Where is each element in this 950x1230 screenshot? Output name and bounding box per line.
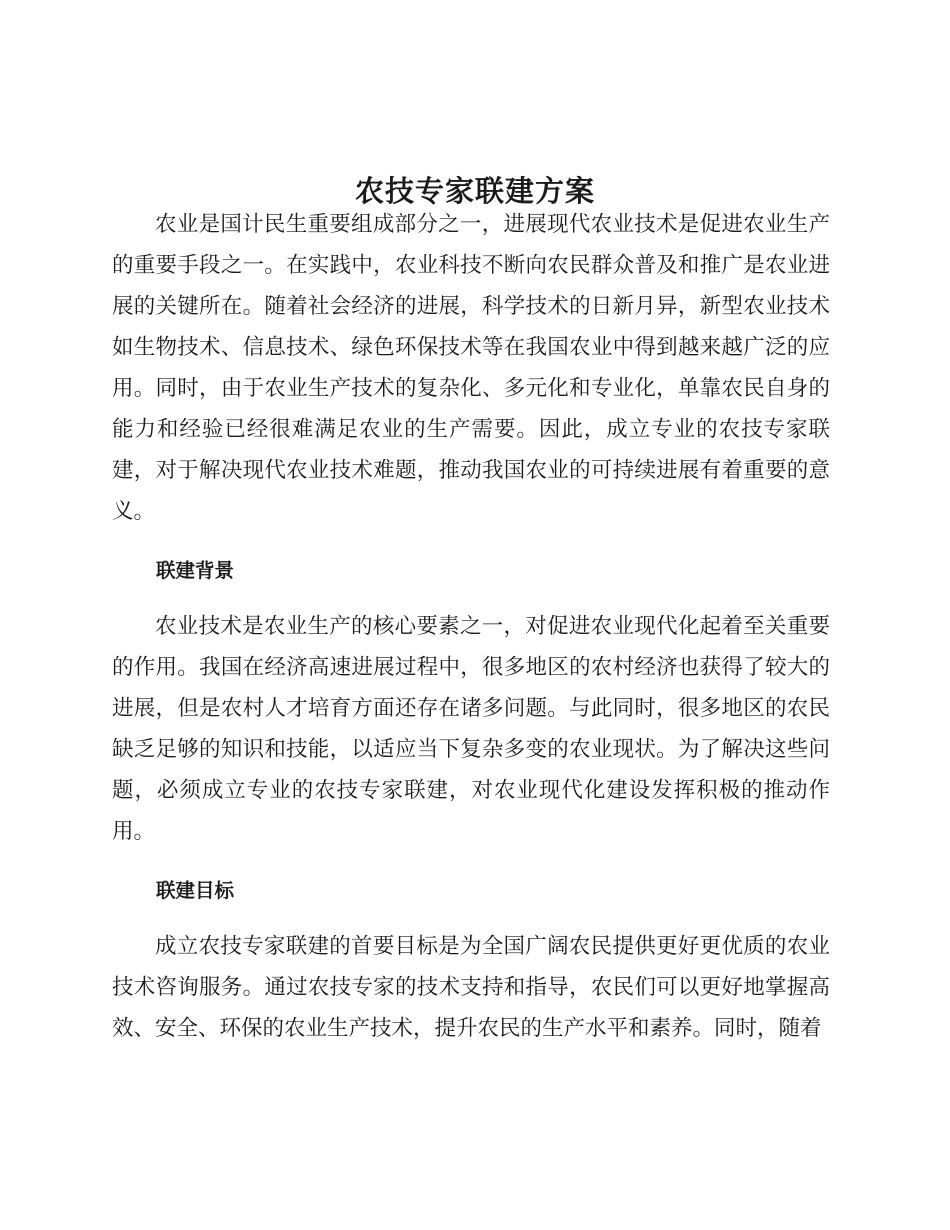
goals-paragraph: 成立农技专家联建的首要目标是为全国广阔农民提供更好更优质的农业技术咨询服务。通过农技专家的技术支持和指导，农民们可以更好地掌握高效、安全、环保的农业生产技术，提升农民的生产水平和素养。同时，随着: [112, 934, 830, 1041]
document-title: 农技专家联建方案: [354, 174, 595, 209]
background-paragraph: 农业技术是农业生产的核心要素之一，对促进农业现代化起着至关重要的作用。我国在经济高速进展过程中，很多地区的农村经济也获得了较大的进展，但是农村人才培育方面还存在诸多问题。与此同时，很多地区的农民缺乏足够的知识和技能，以适应当下复杂多变的农业现状。为了解决这些问题，必须成立专业的农技专家联建，对农业现代化建设发挥积极的推动作用。: [112, 614, 830, 844]
section-heading-background: 联建背景: [156, 559, 235, 582]
section-heading-goals: 联建目标: [156, 879, 235, 902]
intro-paragraph: 农业是国计民生重要组成部分之一，进展现代农业技术是促进农业生产的重要手段之一。在实践中，农业科技不断向农民群众普及和推广是农业进展的关键所在。随着社会经济的进展，科学技术的日新月异，新型农业技术如生物技术、信息技术、绿色环保技术等在我国农业中得到越来越广泛的应用。同时，由于农业生产技术的复杂化、多元化和专业化，单靠农民自身的能力和经验已经很难满足农业的生产需要。因此，成立专业的农技专家联建，对于解决现代农业技术难题，推动我国农业的可持续进展有着重要的意义。: [112, 212, 830, 524]
